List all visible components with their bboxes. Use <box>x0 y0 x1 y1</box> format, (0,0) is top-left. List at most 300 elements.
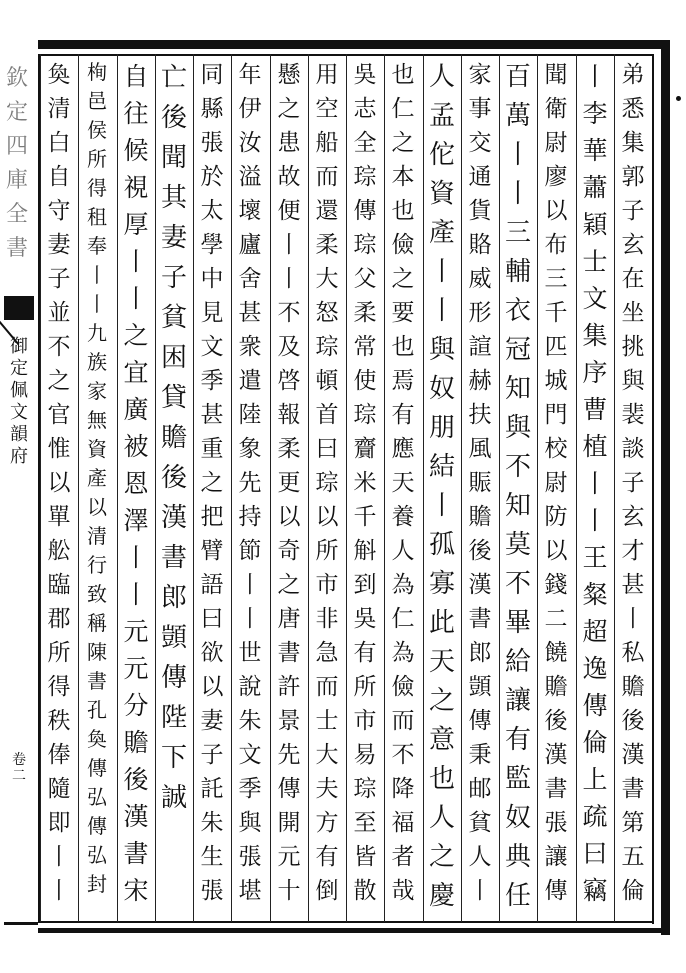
glyph: 斛 <box>353 538 377 564</box>
glyph: 丨 <box>238 606 262 632</box>
glyph: 更 <box>277 470 301 496</box>
glyph: 丨 <box>87 292 107 316</box>
glyph: 節 <box>238 538 262 564</box>
glyph: 以 <box>544 198 568 224</box>
glyph: 澤 <box>123 506 149 535</box>
glyph: 奉 <box>87 234 107 258</box>
glyph: 聞 <box>160 143 187 173</box>
glyph: 之 <box>391 266 415 292</box>
glyph: 琮 <box>353 232 377 258</box>
glyph: 之 <box>428 842 455 872</box>
glyph: 齎 <box>353 436 377 462</box>
glyph: 通 <box>468 164 492 190</box>
glyph: 郎 <box>468 640 492 666</box>
text-column <box>577 58 613 909</box>
glyph: 私 <box>621 640 645 666</box>
glyph: 與 <box>504 413 531 443</box>
glyph: 倒 <box>315 878 339 904</box>
glyph: 顗 <box>160 623 187 653</box>
glyph: 而 <box>315 164 339 190</box>
glyph: 其 <box>160 183 187 213</box>
glyph: 無 <box>87 408 107 432</box>
glyph: 弟 <box>621 62 645 88</box>
glyph: 妻 <box>200 708 224 734</box>
glyph: 二 <box>544 606 568 632</box>
glyph: 全 <box>353 130 377 156</box>
glyph: 貨 <box>468 198 492 224</box>
glyph: 文 <box>238 742 262 768</box>
glyph: 丨 <box>504 140 531 170</box>
glyph: 有 <box>315 844 339 870</box>
glyph: 人 <box>428 62 455 92</box>
margin-glyph: 二 <box>12 768 26 784</box>
glyph: 先 <box>238 470 262 496</box>
glyph: 皆 <box>353 844 377 870</box>
glyph: 弘 <box>87 843 107 867</box>
glyph: 悉 <box>621 96 645 122</box>
glyph: 贍 <box>123 728 149 757</box>
glyph: 顗 <box>468 674 492 700</box>
glyph: 粲 <box>582 580 608 609</box>
glyph: 景 <box>277 708 301 734</box>
glyph: 賑 <box>468 470 492 496</box>
margin-glyph: 定 <box>5 100 28 125</box>
margin-glyph: 欽 <box>5 66 28 91</box>
page-number <box>6 752 32 784</box>
glyph: 琮 <box>353 402 377 428</box>
glyph: 臨 <box>47 572 71 598</box>
glyph: 秩 <box>47 708 71 734</box>
glyph: 玄 <box>621 504 645 530</box>
glyph: 元 <box>277 844 301 870</box>
glyph: 在 <box>621 266 645 292</box>
glyph: 也 <box>391 198 415 224</box>
glyph: 重 <box>200 436 224 462</box>
glyph: 郭 <box>621 164 645 190</box>
glyph: 知 <box>504 491 531 521</box>
glyph: 語 <box>200 572 224 598</box>
glyph: 王 <box>582 543 608 572</box>
glyph: 候 <box>123 136 149 165</box>
glyph: 便 <box>277 198 301 224</box>
glyph: 患 <box>277 130 301 156</box>
glyph: 子 <box>160 263 187 293</box>
glyph: 形 <box>468 300 492 326</box>
margin-glyph: 府 <box>10 446 28 467</box>
glyph: 租 <box>87 205 107 229</box>
glyph: 張 <box>200 878 224 904</box>
glyph: 曹 <box>582 395 608 424</box>
glyph: 守 <box>47 198 71 224</box>
glyph: 自 <box>123 62 149 91</box>
glyph: 文 <box>582 284 608 313</box>
frame-border-top <box>38 40 670 49</box>
glyph: 張 <box>238 844 262 870</box>
glyph: 於 <box>200 164 224 190</box>
glyph: 許 <box>277 674 301 700</box>
glyph: 此 <box>428 608 455 638</box>
glyph: 子 <box>47 266 71 292</box>
glyph: 以 <box>200 674 224 700</box>
glyph: 視 <box>123 173 149 202</box>
glyph: 仁 <box>391 96 415 122</box>
glyph: 壞 <box>238 198 262 224</box>
glyph: 天 <box>391 470 415 496</box>
glyph: 匹 <box>544 334 568 360</box>
glyph: 千 <box>544 300 568 326</box>
glyph: 千 <box>353 504 377 530</box>
glyph: 所 <box>87 147 107 171</box>
glyph: 後 <box>160 463 187 493</box>
glyph: 序 <box>582 358 608 387</box>
glyph: 開 <box>277 810 301 836</box>
glyph: 臂 <box>200 538 224 564</box>
text-column <box>500 58 536 916</box>
glyph: 不 <box>504 569 531 599</box>
glyph: 孟 <box>428 101 455 131</box>
glyph: 贍 <box>468 504 492 530</box>
glyph: 寡 <box>428 569 455 599</box>
glyph: 五 <box>621 844 645 870</box>
glyph: 唐 <box>277 606 301 632</box>
margin-glyph: 韻 <box>10 424 28 445</box>
glyph: 父 <box>353 266 377 292</box>
glyph: 得 <box>87 176 107 200</box>
glyph: 坐 <box>621 300 645 326</box>
glyph: 琮 <box>353 776 377 802</box>
glyph: 事 <box>468 96 492 122</box>
glyph: 朱 <box>238 708 262 734</box>
glyph: 衣 <box>504 296 531 326</box>
text-column <box>385 58 421 908</box>
glyph: 志 <box>353 96 377 122</box>
glyph: 丨 <box>468 878 492 904</box>
glyph: 書 <box>160 543 187 573</box>
glyph: 衛 <box>544 96 568 122</box>
glyph: 先 <box>277 742 301 768</box>
glyph: 吳 <box>353 606 377 632</box>
glyph: 貸 <box>160 383 187 413</box>
glyph: 郎 <box>160 583 187 613</box>
glyph: 有 <box>353 640 377 666</box>
glyph: 持 <box>238 504 262 530</box>
glyph: 象 <box>238 436 262 462</box>
glyph: 柔 <box>315 232 339 258</box>
glyph: 張 <box>544 810 568 836</box>
glyph: 畢 <box>504 608 531 638</box>
glyph: 與 <box>238 810 262 836</box>
glyph: 哉 <box>391 878 415 904</box>
glyph: 廖 <box>544 164 568 190</box>
glyph: 大 <box>315 266 339 292</box>
glyph: 亡 <box>160 63 187 93</box>
glyph: 丨 <box>277 266 301 292</box>
glyph: 清 <box>87 524 107 548</box>
glyph: 貧 <box>468 810 492 836</box>
glyph: 妻 <box>160 223 187 253</box>
margin-header <box>2 62 32 266</box>
glyph: 資 <box>87 437 107 461</box>
glyph: 同 <box>200 62 224 88</box>
glyph: 丨 <box>277 232 301 258</box>
glyph: 輔 <box>504 257 531 287</box>
fishtail-mark <box>4 296 34 320</box>
glyph: 福 <box>391 810 415 836</box>
glyph: 監 <box>504 764 531 794</box>
glyph: 焉 <box>391 368 415 394</box>
glyph: 孤 <box>428 530 455 560</box>
glyph: 自 <box>47 164 71 190</box>
margin-glyph: 御 <box>10 336 28 357</box>
glyph: 文 <box>200 334 224 360</box>
glyph: 也 <box>428 764 455 794</box>
glyph: 奐 <box>47 62 71 88</box>
glyph: 人 <box>428 803 455 833</box>
glyph: 琮 <box>353 164 377 190</box>
glyph: 至 <box>353 810 377 836</box>
glyph: 之 <box>391 130 415 156</box>
glyph: 弘 <box>87 785 107 809</box>
glyph: 植 <box>582 432 608 461</box>
glyph: 書 <box>87 669 107 693</box>
glyph: 丨 <box>428 296 455 326</box>
glyph: 扶 <box>468 402 492 428</box>
glyph: 惟 <box>47 436 71 462</box>
glyph: 傳 <box>87 814 107 838</box>
glyph: 縣 <box>200 96 224 122</box>
glyph: 不 <box>277 300 301 326</box>
glyph: 萬 <box>504 101 531 131</box>
glyph: 書 <box>468 606 492 632</box>
glyph: 書 <box>277 640 301 666</box>
glyph: 與 <box>428 335 455 365</box>
glyph: 官 <box>47 402 71 428</box>
glyph: 甚 <box>238 300 262 326</box>
glyph: 舩 <box>47 538 71 564</box>
glyph: 奴 <box>428 374 455 404</box>
glyph: 之 <box>277 96 301 122</box>
glyph: 把 <box>200 504 224 530</box>
glyph: 清 <box>47 96 71 122</box>
glyph: 尉 <box>544 470 568 496</box>
glyph: 傳 <box>582 691 608 720</box>
text-column <box>271 58 307 908</box>
glyph: 玄 <box>621 232 645 258</box>
glyph: 以 <box>87 495 107 519</box>
glyph: 急 <box>315 640 339 666</box>
glyph: 人 <box>468 844 492 870</box>
glyph: 後 <box>123 765 149 794</box>
glyph: 用 <box>315 62 339 88</box>
glyph: 諠 <box>468 334 492 360</box>
glyph: 後 <box>160 103 187 133</box>
glyph: 聞 <box>544 62 568 88</box>
glyph: 舍 <box>238 266 262 292</box>
glyph: 產 <box>87 466 107 490</box>
glyph: 漢 <box>621 742 645 768</box>
glyph: 宜 <box>123 358 149 387</box>
glyph: 易 <box>353 742 377 768</box>
glyph: 報 <box>277 402 301 428</box>
glyph: 往 <box>123 99 149 128</box>
glyph: 之 <box>277 572 301 598</box>
text-column <box>615 58 651 908</box>
glyph: 陸 <box>238 402 262 428</box>
glyph: 交 <box>468 130 492 156</box>
glyph: 超 <box>582 617 608 646</box>
glyph: 之 <box>123 321 149 350</box>
glyph: 溢 <box>238 164 262 190</box>
glyph: 書 <box>621 776 645 802</box>
glyph: 以 <box>277 504 301 530</box>
glyph: 邑 <box>87 89 107 113</box>
text-column <box>309 58 345 908</box>
glyph: 丨 <box>582 62 608 91</box>
glyph: 集 <box>621 130 645 156</box>
glyph: 丨 <box>87 263 107 287</box>
glyph: 與 <box>621 368 645 394</box>
glyph: 甚 <box>621 572 645 598</box>
glyph: 防 <box>544 504 568 530</box>
glyph: 漢 <box>544 742 568 768</box>
glyph: 家 <box>468 62 492 88</box>
glyph: 下 <box>160 743 187 773</box>
glyph: 百 <box>504 62 531 92</box>
glyph: 大 <box>315 742 339 768</box>
glyph: 廣 <box>123 395 149 424</box>
glyph: 到 <box>353 572 377 598</box>
glyph: 丨 <box>47 844 71 870</box>
glyph: 逸 <box>582 654 608 683</box>
glyph: 漢 <box>123 802 149 831</box>
glyph: 子 <box>621 198 645 224</box>
glyph: 怒 <box>315 300 339 326</box>
glyph: 仁 <box>391 606 415 632</box>
glyph: 上 <box>582 765 608 794</box>
glyph: 見 <box>200 300 224 326</box>
glyph: 之 <box>428 686 455 716</box>
glyph: 遣 <box>238 368 262 394</box>
glyph: 丨 <box>504 179 531 209</box>
glyph: 曰 <box>582 839 608 868</box>
glyph: 也 <box>391 334 415 360</box>
text-column <box>232 58 268 908</box>
glyph: 散 <box>353 878 377 904</box>
glyph: 伊 <box>238 96 262 122</box>
glyph: 資 <box>428 179 455 209</box>
glyph: 儉 <box>391 674 415 700</box>
glyph: 莫 <box>504 530 531 560</box>
glyph: 挑 <box>621 334 645 360</box>
margin-glyph: 四 <box>5 134 28 159</box>
glyph: 單 <box>47 504 71 530</box>
glyph: 三 <box>544 266 568 292</box>
glyph: 竊 <box>582 876 608 905</box>
glyph: 錢 <box>544 572 568 598</box>
glyph: 妻 <box>47 232 71 258</box>
glyph: 即 <box>47 810 71 836</box>
margin-glyph: 文 <box>10 402 28 423</box>
text-column <box>41 58 77 908</box>
glyph: 空 <box>315 96 339 122</box>
glyph: 中 <box>200 266 224 292</box>
glyph: 柔 <box>277 436 301 462</box>
glyph: 疏 <box>582 802 608 831</box>
glyph: 琮 <box>315 334 339 360</box>
glyph: 誠 <box>160 783 187 813</box>
glyph: 賂 <box>468 232 492 258</box>
glyph: 傳 <box>160 663 187 693</box>
glyph: 倫 <box>621 878 645 904</box>
glyph: 廬 <box>238 232 262 258</box>
frame-border-right <box>661 40 670 935</box>
glyph: 郡 <box>47 606 71 632</box>
glyph: 後 <box>621 708 645 734</box>
glyph: 結 <box>428 452 455 482</box>
glyph: 世 <box>238 640 262 666</box>
glyph: 應 <box>391 436 415 462</box>
glyph: 贍 <box>621 674 645 700</box>
glyph: 邮 <box>468 776 492 802</box>
text-column <box>462 58 498 908</box>
glyph: 知 <box>504 374 531 404</box>
glyph: 琮 <box>315 470 339 496</box>
glyph: 所 <box>353 674 377 700</box>
glyph: 得 <box>47 674 71 700</box>
glyph: 也 <box>391 62 415 88</box>
text-column <box>118 58 154 909</box>
glyph: 秉 <box>468 742 492 768</box>
text-column <box>347 58 383 908</box>
glyph: 傳 <box>87 756 107 780</box>
glyph: 要 <box>391 300 415 326</box>
glyph: 丨 <box>238 572 262 598</box>
glyph: 天 <box>428 647 455 677</box>
glyph: 朱 <box>200 810 224 836</box>
glyph: 俸 <box>47 742 71 768</box>
glyph: 之 <box>47 368 71 394</box>
glyph: 丨 <box>582 469 608 498</box>
glyph: 不 <box>504 452 531 482</box>
glyph: 贍 <box>544 674 568 700</box>
glyph: 讓 <box>504 686 531 716</box>
glyph: 任 <box>504 881 531 911</box>
glyph: 書 <box>544 776 568 802</box>
glyph: 甚 <box>200 402 224 428</box>
glyph: 年 <box>238 62 262 88</box>
glyph: 人 <box>391 538 415 564</box>
glyph: 米 <box>353 470 377 496</box>
glyph: 佗 <box>428 140 455 170</box>
glyph: 太 <box>200 198 224 224</box>
glyph: 為 <box>391 572 415 598</box>
glyph: 啓 <box>277 368 301 394</box>
text-column <box>79 58 115 899</box>
margin-glyph: 庫 <box>5 168 28 193</box>
glyph: 懸 <box>277 62 301 88</box>
margin-glyph: 全 <box>5 202 28 227</box>
glyph: 丨 <box>582 506 608 535</box>
glyph: 及 <box>277 334 301 360</box>
glyph: 丨 <box>123 247 149 276</box>
glyph: 被 <box>123 432 149 461</box>
text-column <box>538 58 574 908</box>
glyph: 校 <box>544 436 568 462</box>
glyph: 堪 <box>238 878 262 904</box>
glyph: 方 <box>315 810 339 836</box>
glyph: 後 <box>468 538 492 564</box>
glyph: 陛 <box>160 703 187 733</box>
